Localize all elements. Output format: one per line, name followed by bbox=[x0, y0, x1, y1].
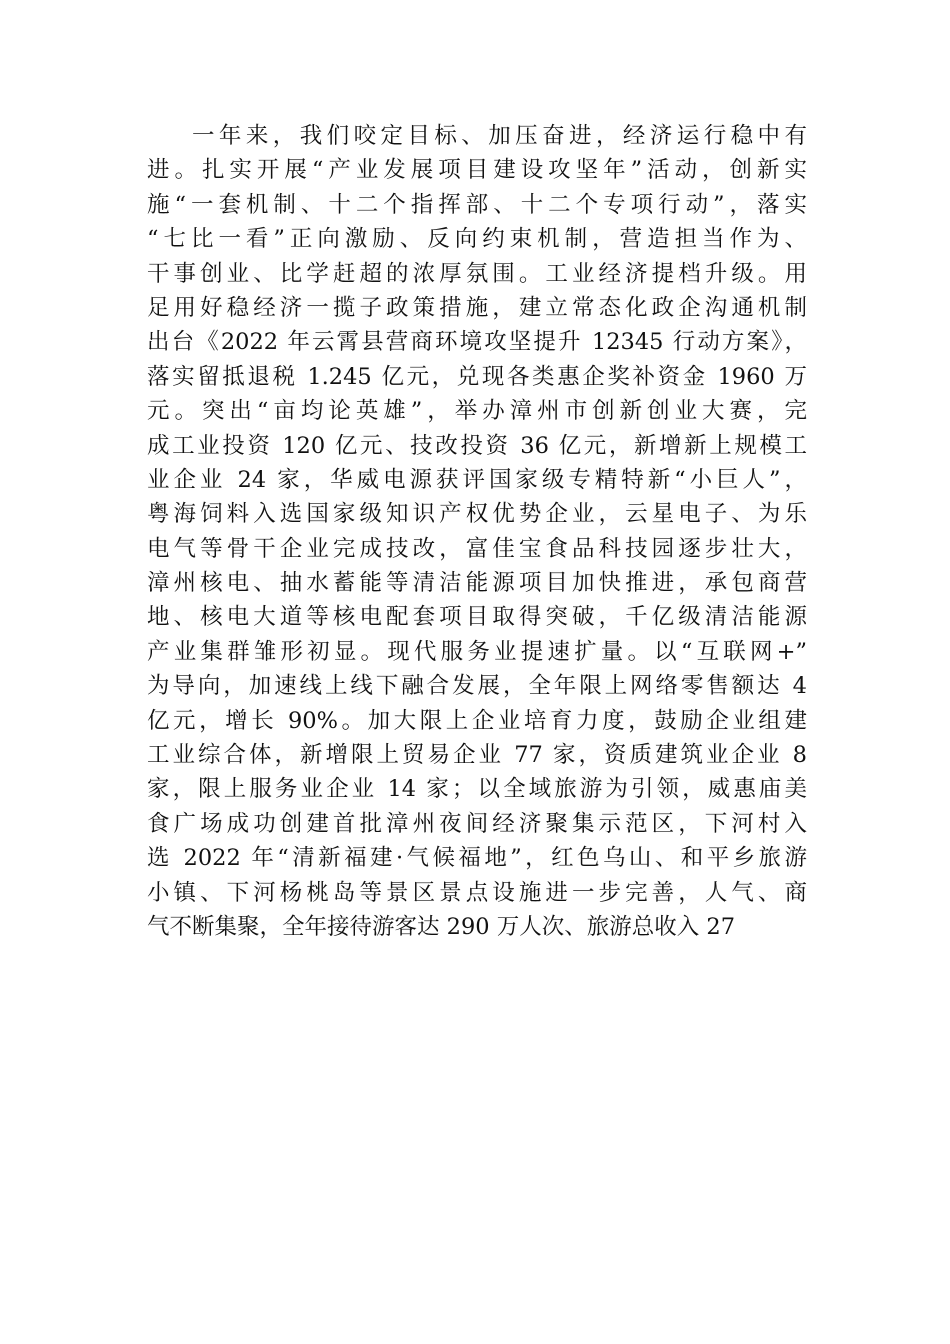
paragraph-line: 食广场成功创建首批漳州夜间经济聚集示范区，下河村入 bbox=[147, 810, 807, 837]
paragraph-line: 成工业投资 120 亿元、技改投资 36 亿元，新增新上规模工 bbox=[147, 432, 807, 459]
paragraph-line: 业企业 24 家，华威电源获评国家级专精特新“小巨人”， bbox=[147, 466, 807, 493]
paragraph-line: 选 2022 年“清新福建·气候福地”，红色乌山、和平乡旅游 bbox=[147, 845, 807, 872]
body-paragraph bbox=[147, 119, 807, 944]
paragraph-line: 家，限上服务业企业 14 家；以全域旅游为引领，威惠庙美 bbox=[147, 776, 807, 803]
paragraph-line: 为导向，加速线上线下融合发展，全年限上网络零售额达 4 bbox=[147, 673, 807, 700]
paragraph-line: “七比一看”正向激励、反向约束机制，营造担当作为、 bbox=[147, 226, 807, 253]
paragraph-line: 元。突出“亩均论英雄”，举办漳州市创新创业大赛，完 bbox=[147, 398, 807, 425]
paragraph-line: 施“一套机制、十二个指挥部、十二个专项行动”，落实 bbox=[147, 191, 807, 218]
paragraph-line: 足用好稳经济一揽子政策措施，建立常态化政企沟通机制 bbox=[147, 294, 807, 321]
paragraph-line: 出台《2022 年云霄县营商环境攻坚提升 12345 行动方案》， bbox=[147, 329, 807, 356]
paragraph-line: 产业集群雏形初显。现代服务业提速扩量。以“互联网+” bbox=[147, 638, 807, 665]
paragraph-line: 亿元，增长 90%。加大限上企业培育力度，鼓励企业组建 bbox=[147, 707, 807, 734]
paragraph-line: 电气等骨干企业完成技改，富佳宝食品科技园逐步壮大， bbox=[147, 535, 807, 562]
paragraph-line: 地、核电大道等核电配套项目取得突破，千亿级清洁能源 bbox=[147, 604, 807, 631]
paragraph-line: 落实留抵退税 1.245 亿元，兑现各类惠企奖补资金 1960 万 bbox=[147, 363, 807, 390]
paragraph-line: 小镇、下河杨桃岛等景区景点设施进一步完善，人气、商 bbox=[147, 879, 807, 906]
paragraph-line: 漳州核电、抽水蓄能等清洁能源项目加快推进，承包商营 bbox=[147, 570, 807, 597]
paragraph-line: 粤海饲料入选国家级知识产权优势企业，云星电子、为乐 bbox=[147, 501, 807, 528]
paragraph-line: 工业综合体，新增限上贸易企业 77 家，资质建筑业企业 8 bbox=[147, 742, 807, 769]
paragraph-line: 一年来，我们咬定目标、加压奋进，经济运行稳中有 bbox=[192, 123, 807, 149]
paragraph-line: 气不断集聚，全年接待游客达 290 万人次、旅游总收入 27 bbox=[147, 913, 736, 940]
paragraph-line: 进。扎实开展“产业发展项目建设攻坚年”活动，创新实 bbox=[147, 157, 807, 184]
paragraph-line: 干事创业、比学赶超的浓厚氛围。工业经济提档升级。用 bbox=[147, 260, 807, 287]
